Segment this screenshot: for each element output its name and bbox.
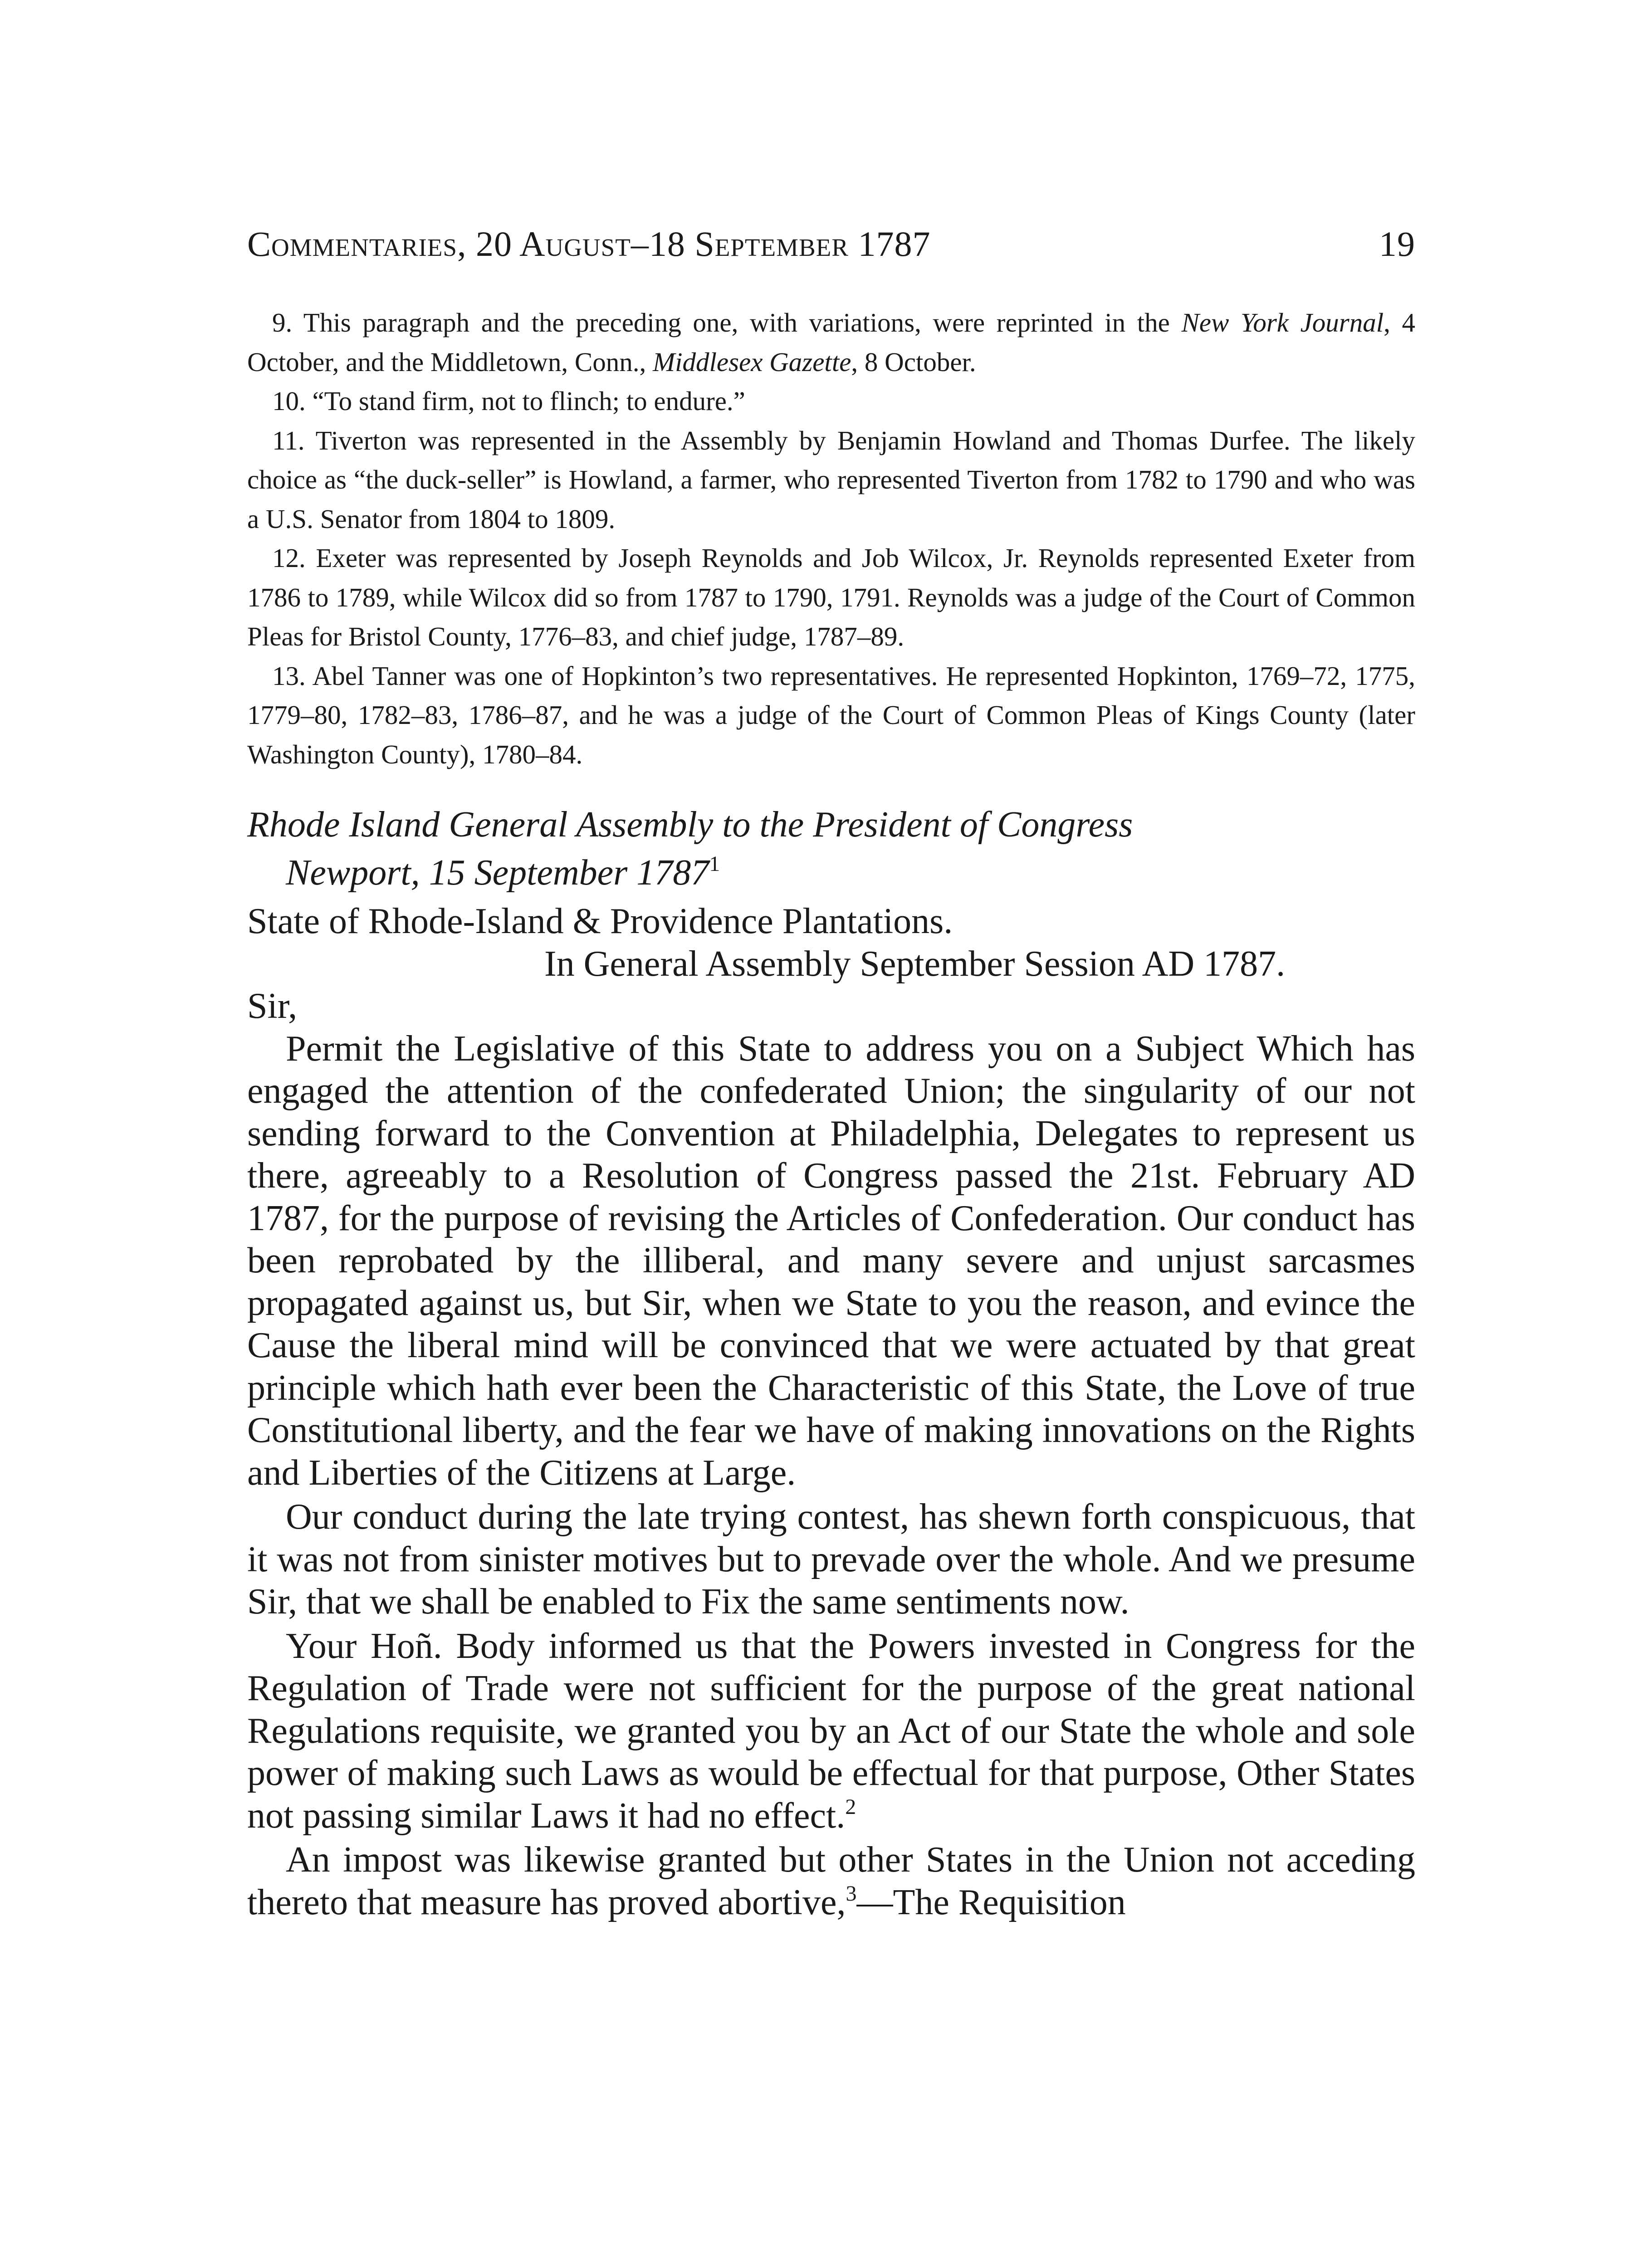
note-9: 9. This paragraph and the preceding one, with variations, were reprinted in the New York Journal, 4 October, and the Middletown, Conn., Middlesex Gazette, 8 October. [247, 308, 1415, 377]
note-13: 13. Abel Tanner was one of Hopkinton’s two representatives. He represented Hopkinton, 1769–72, 1775, 1779–80, 1782–83, 1786–87, and he was a judge of the Court of Common Pleas of Kings County (later Washington County), 1780–84. [247, 660, 1415, 769]
paragraph-3: Your Hoñ. Body informed us that the Powers invested in Congress for the Regulation of Trade were not sufficient for the purpose of the great national Regulations requisite, we granted you by an Act of our State the whole and sole power of making such Laws as would be effectual for that purpose, Other States not passing similar Laws it had no effect.$^2$ [247, 1626, 1415, 1836]
document-title-line1: Rhode Island General Assembly to the President of Congress [247, 805, 1133, 845]
note-12: 12. Exeter was represented by Joseph Reynolds and Job Wilcox, Jr. Reynolds represented Exeter from 1786 to 1789, while Wilcox did so from 1787 to 1790, 1791. Reynolds was a judge of the Court of Common Pleas for Bristol County, 1776–83, and chief judge, 1787–89. [247, 543, 1415, 651]
paragraph-1: Permit the Legislative of this State to address you on a Subject Which has engaged the attention of the confederated Union; the singularity of our not sending forward to the Convention at Philadelphia, Delegates to represent us there, agreeably to a Resolution of Congress passed the 21st. February AD 1787, for the purpose of revising the Articles of Confederation. Our conduct has been reprobated by the illiberal, and many severe and unjust sarcasmes propagated against us, but Sir, when we State to you the reason, and evince the Cause the liberal mind will be convinced that we were actuated by that great principle which hath ever been the Characteristic of this State, the Love of true Constitutional liberty, and the fear we have of making innovations on the Rights and Liberties of the Citizens at Large. [247, 1028, 1415, 1493]
note-ref-3: 3 [846, 1881, 857, 1906]
running-head-title: Commentaries, 20 August–18 September 1787 [247, 224, 931, 264]
paragraph-4: An impost was likewise granted but other States in the Union not acceding thereto that measure has proved abortive,$^3$—The Requisition [247, 1840, 1415, 1922]
note-9-paper2: Middlesex Gazette [652, 347, 851, 377]
note-11: 11. Tiverton was represented in the Assembly by Benjamin Howland and Thomas Durfee. The likely choice as “the duck-seller” is Howland, a farmer, who represented Tiverton from 1782 to 1790 and who was a U.S. Senator from 1804 to 1809. [247, 425, 1415, 534]
note-ref-2: 2 [845, 1794, 856, 1819]
letter-body [247, 900, 1415, 1924]
endnotes [247, 303, 1415, 774]
note-ref-1: 1 [709, 852, 720, 876]
document-title [247, 801, 1415, 897]
note-10: 10. “To stand firm, not to flinch; to endure.” [272, 386, 745, 416]
salutation: Sir, [247, 986, 298, 1026]
running-head [247, 221, 1415, 267]
note-9-paper1: New York Journal [1181, 308, 1384, 337]
letter-header-session: In General Assembly September Session AD 1787. [544, 943, 1286, 984]
page-number: 19 [1379, 224, 1415, 264]
letter-header-state: State of Rhode-Island & Providence Plantations. [247, 901, 953, 941]
document-title-line2: Newport, 15 September 1787$^1$ [286, 852, 720, 893]
paragraph-2: Our conduct during the late trying contest, has shewn forth conspicuous, that it was not from sinister motives but to prevade over the whole. And we presume Sir, that we shall be enabled to Fix the same sentiments now. [247, 1497, 1415, 1622]
